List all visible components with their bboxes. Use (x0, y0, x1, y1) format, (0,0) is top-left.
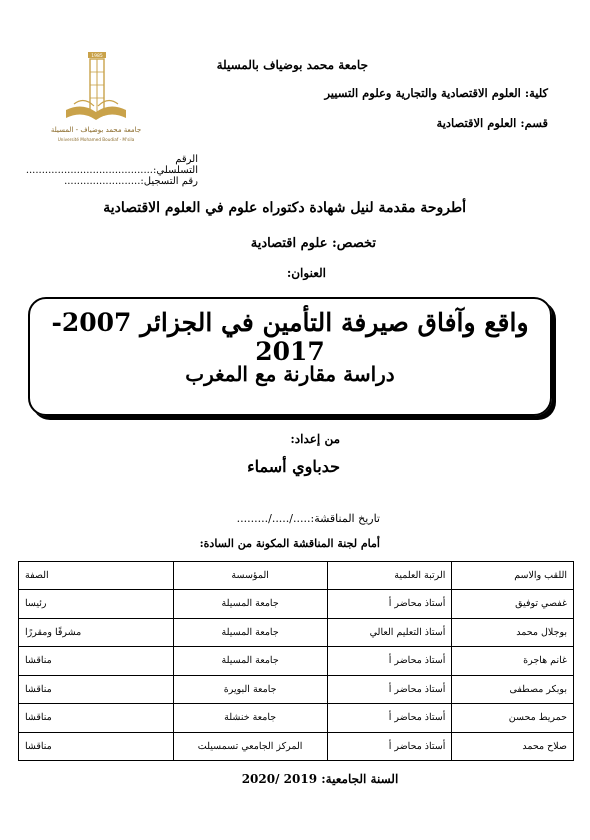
member-institution: جامعة المسيلة (173, 590, 327, 619)
member-role: مشرفًا ومقررًا (19, 618, 174, 647)
member-rank: أستاذ التعليم العالي (327, 618, 452, 647)
member-institution: جامعة خنشلة (173, 704, 327, 733)
registration-number-row (64, 176, 198, 187)
table-row (19, 675, 574, 704)
serial-dots: ........................................ (25, 165, 153, 176)
defense-date-value: ...../...../......... (236, 512, 311, 525)
header-institution: المؤسسة (173, 562, 327, 590)
member-role: مناقشا (19, 732, 174, 761)
registration-label: رقم التسجيل: (140, 176, 198, 187)
member-rank: أستاذ محاضر أ (327, 704, 452, 733)
header-name: اللقب والاسم (452, 562, 574, 590)
thesis-statement: أطروحة مقدمة لنيل شهادة دكتوراه علوم في العلوم الاقتصادية (103, 200, 466, 216)
title-label: العنوان: (286, 266, 326, 280)
member-name: غفصي توفيق (452, 590, 574, 619)
member-rank: أستاذ محاضر أ (327, 732, 452, 761)
table-row (19, 590, 574, 619)
committee-table (18, 561, 574, 761)
serial-label: الرقم التسلسلي: (152, 154, 198, 176)
member-institution: جامعة المسيلة (173, 647, 327, 676)
member-rank: أستاذ محاضر أ (327, 590, 452, 619)
member-name: غانم هاجرة (452, 647, 574, 676)
member-name: بوبكر مصطفى (452, 675, 574, 704)
member-rank: أستاذ محاضر أ (327, 647, 452, 676)
department-name: قسم: العلوم الاقتصادية (436, 116, 548, 130)
member-institution: جامعة المسيلة (173, 618, 327, 647)
member-role: مناقشا (19, 675, 174, 704)
table-row (19, 647, 574, 676)
member-institution: جامعة البويرة (173, 675, 327, 704)
member-role: مناقشا (19, 647, 174, 676)
serial-number-row (0, 154, 198, 176)
thesis-title-line2: دراسة مقارنة مع المغرب (185, 362, 395, 386)
prepared-by-label: من إعداد: (290, 432, 340, 446)
specialty: تخصص: علوم اقتصادية (250, 236, 376, 251)
university-logo (44, 52, 144, 148)
member-institution: المركز الجامعي تسمسيلت (173, 732, 327, 761)
university-name: جامعة محمد بوضياف بالمسيلة (216, 58, 368, 72)
header-role: الصفة (19, 562, 174, 590)
member-rank: أستاذ محاضر أ (327, 675, 452, 704)
table-header-row (19, 562, 574, 590)
logo-name-fr: Université Mohamed Boudiaf - M'sila (57, 137, 135, 142)
author-name: حدباوي أسماء (247, 457, 340, 476)
member-role: رئيسا (19, 590, 174, 619)
member-name: بوجلال محمد (452, 618, 574, 647)
member-name: صلاح محمد (452, 732, 574, 761)
academic-year: السنة الجامعية: 2019 /2020 (241, 772, 399, 786)
faculty-name: كلية: العلوم الاقتصادية والتجارية وعلوم التسيير (324, 86, 548, 100)
table-row (19, 704, 574, 733)
thesis-title-line1: واقع وآفاق صيرفة التأمين في الجزائر 2007-2017 (51, 308, 529, 366)
table-row (19, 618, 574, 647)
table-row (19, 732, 574, 761)
member-name: حمريط محسن (452, 704, 574, 733)
registration-dots: ........................ (64, 176, 141, 187)
defense-date-label: تاريخ المناقشة: (310, 512, 380, 525)
committee-intro: أمام لجنة المناقشة المكونة من السادة: (199, 537, 380, 550)
header-rank: الرتبة العلمية (327, 562, 452, 590)
defense-date-row (237, 512, 380, 525)
logo-year: 1985 (91, 54, 103, 59)
logo-name-ar: جامعة محمد بوضياف - المسيلة (50, 126, 142, 134)
member-role: مناقشا (19, 704, 174, 733)
